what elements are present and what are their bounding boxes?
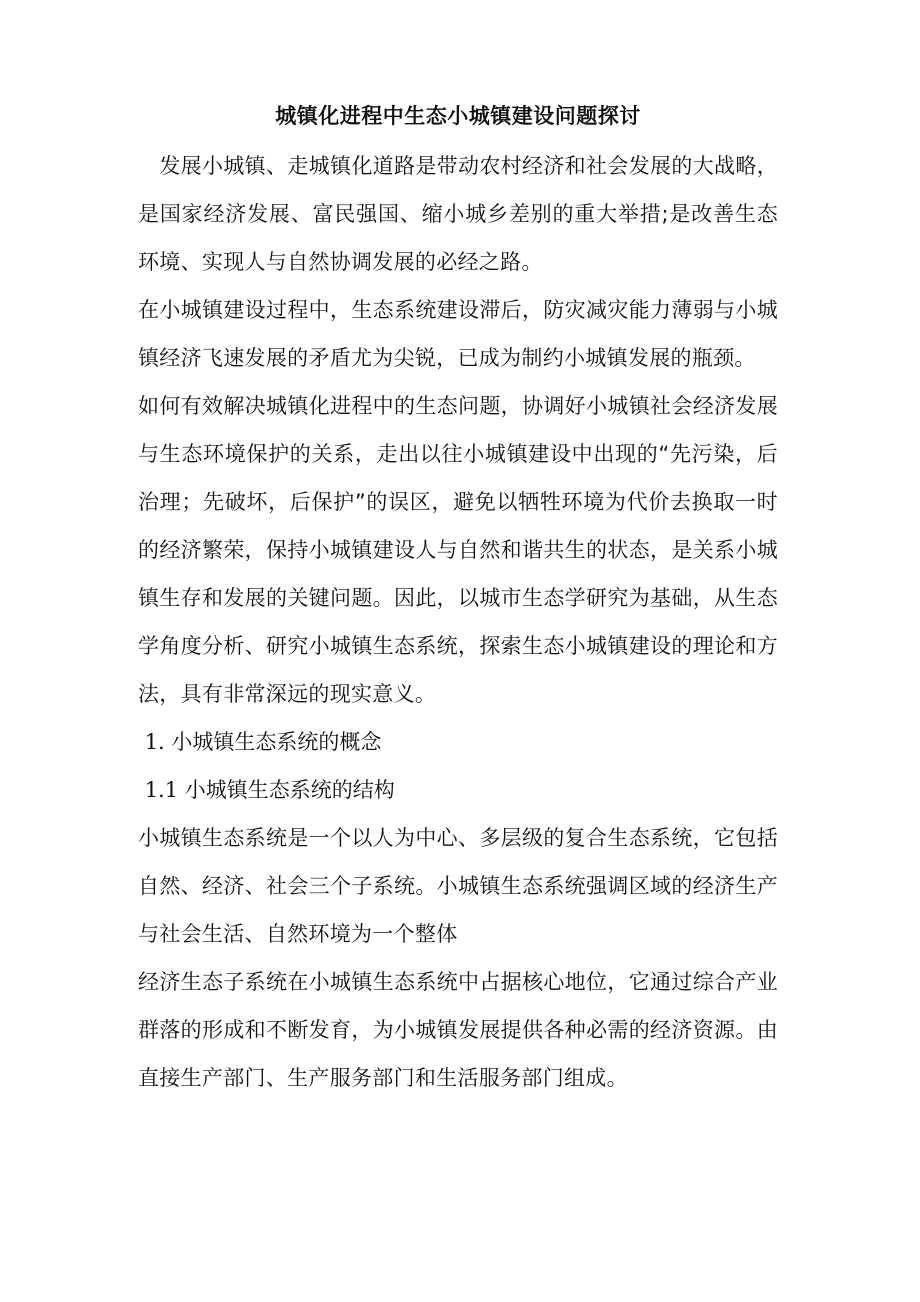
paragraph-structure: 小城镇生态系统是一个以人为中心、多层级的复合生态系统，它包括自然、经济、社会三个子系统。小城镇生态系统强调区域的经济生产与社会生活、自然环境为一个整体 [138, 826, 778, 946]
section-heading-1-1 [138, 766, 778, 814]
paragraph-intro: 发展小城镇、走城镇化道路是带动农村经济和社会发展的大战略，是国家经济发展、富民强国、缩小城乡差别的重大举措;是改善生态环境、实现人与自然协调发展的必经之路。 [138, 154, 778, 274]
document-page [138, 96, 778, 1102]
paragraph-economic-subsystem: 经济生态子系统在小城镇生态系统中占据核心地位，它通过综合产业群落的形成和不断发育，为小城镇发展提供各种必需的经济资源。由直接生产部门、生产服务部门和生活服务部门组成。 [138, 970, 778, 1090]
paragraph-significance: 如何有效解决城镇化进程中的生态问题，协调好小城镇社会经济发展与生态环境保护的关系，走出以往小城镇建设中出现的“先污染，后治理；先破坏，后保护”的误区，避免以牺牲环境为代价去换取一时的经济繁荣，保持小城镇建设人与自然和谐共生的状态，是关系小城镇生存和发展的关键问题。因此，以城市生态学研究为基础，从生态学角度分析、研究小城镇生态系统，探索生态小城镇建设的理论和方法，具有非常深远的现实意义。 [138, 394, 778, 706]
section-heading-1 [138, 718, 778, 766]
section-number: 1. [144, 730, 165, 754]
subsection-title: 小城镇生态系统的结构 [184, 778, 395, 802]
document-title: 城镇化进程中生态小城镇建设问题探讨 [275, 104, 641, 128]
subsection-number: 1.1 [144, 778, 179, 802]
paragraph-problem: 在小城镇建设过程中，生态系统建设滞后，防灾减灾能力薄弱与小城镇经济飞速发展的矛盾尤为尖锐，已成为制约小城镇发展的瓶颈。 [138, 298, 778, 370]
section-title: 小城镇生态系统的概念 [171, 730, 382, 754]
